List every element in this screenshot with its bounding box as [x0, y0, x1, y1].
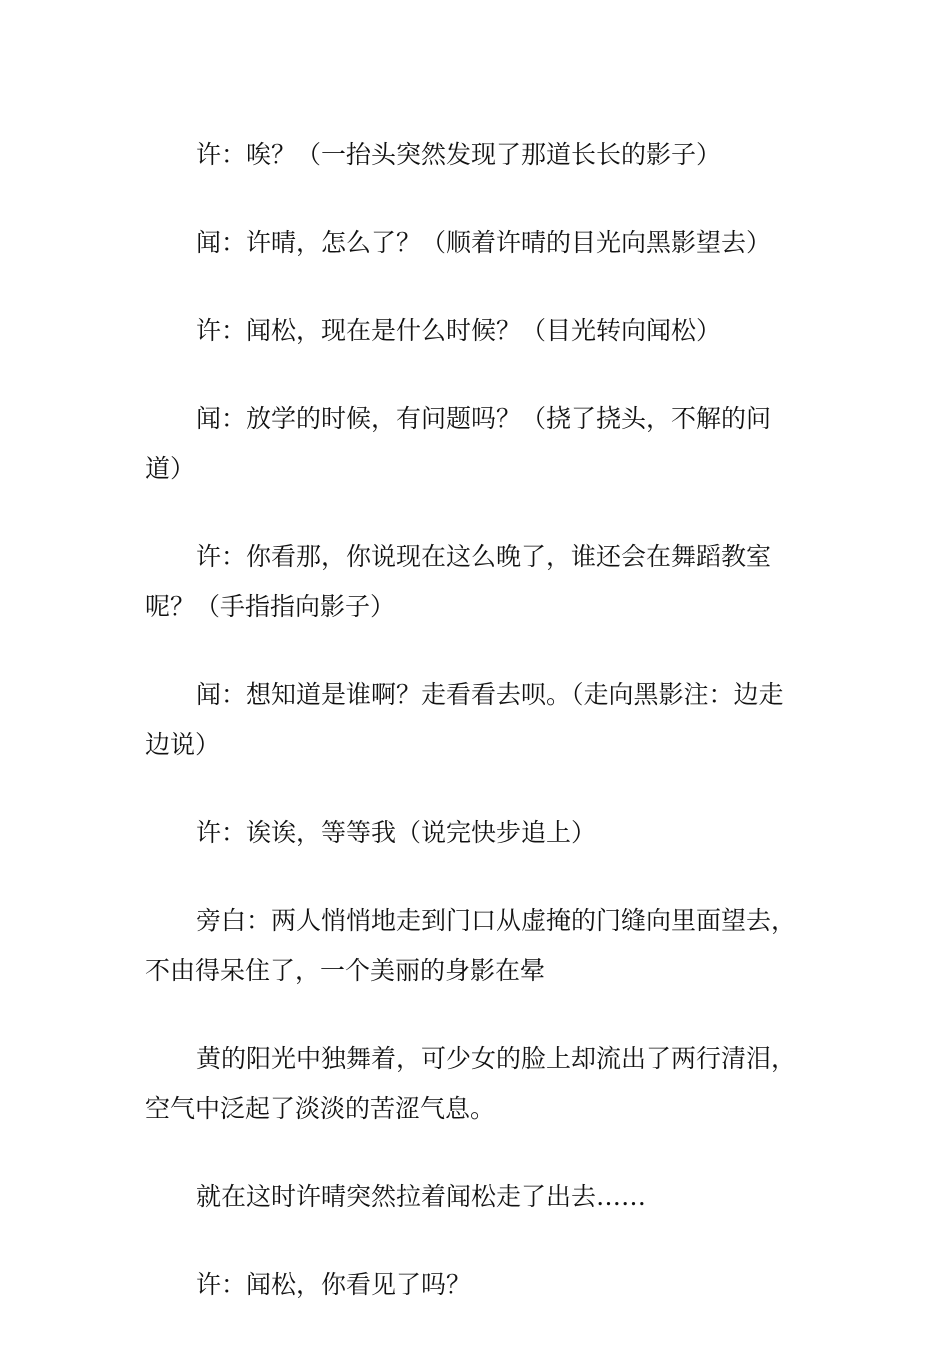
- narration-line-1: 旁白：两人悄悄地走到门口从虚掩的门缝向里面望去，不由得呆住了，一个美丽的身影在晕: [145, 906, 797, 985]
- dialogue-line-wen-2: 闻：放学的时候，有问题吗？（挠了挠头，不解的问道）: [145, 404, 772, 483]
- document-body: [145, 130, 805, 1348]
- dialogue-line-wen-3: 闻：想知道是谁啊？走看看去呗。（走向黑影注：边走边说）: [145, 680, 784, 759]
- dialogue-line-xu-2: 许：闻松，现在是什么时候？（目光转向闻松）: [196, 316, 722, 345]
- dialogue-line-xu-1: 许：唉？（一抬头突然发现了那道长长的影子）: [196, 140, 722, 169]
- dialogue-line-wen-1: 闻：许晴，怎么了？（顺着许晴的目光向黑影望去）: [196, 228, 772, 257]
- dialogue-line-xu-5: 许：闻松，你看见了吗？: [196, 1270, 472, 1299]
- dialogue-line-xu-3: 许：你看那，你说现在这么晚了，谁还会在舞蹈教室呢？（手指指向影子）: [145, 542, 772, 621]
- narration-line-2: 黄的阳光中独舞着，可少女的脸上却流出了两行清泪，空气中泛起了淡淡的苦涩气息。: [145, 1044, 797, 1123]
- narration-line-3: 就在这时许晴突然拉着闻松走了出去……: [196, 1182, 647, 1211]
- dialogue-line-xu-4: 许：诶诶，等等我（说完快步追上）: [196, 818, 597, 847]
